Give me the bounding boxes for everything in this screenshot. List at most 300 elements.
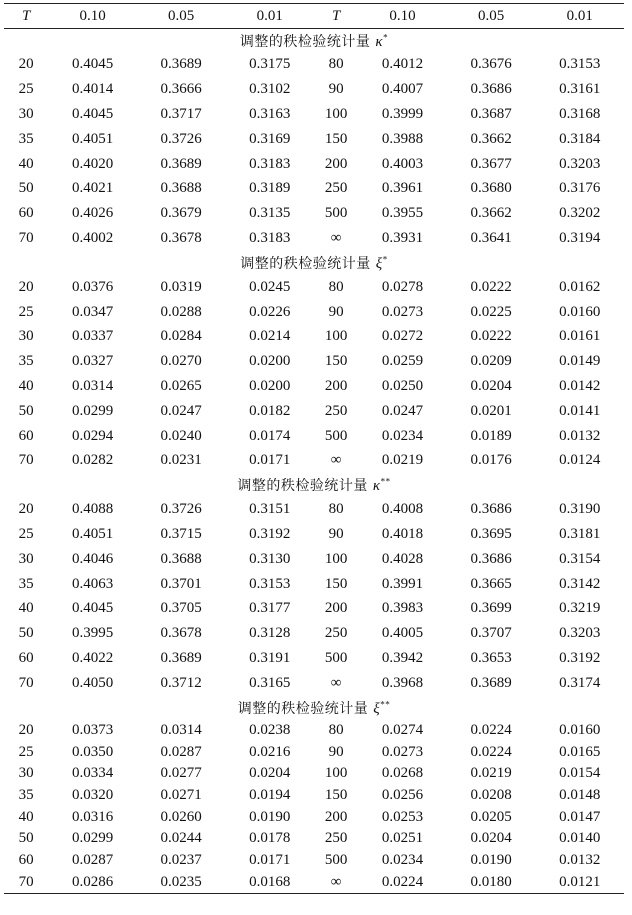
cell-t-right: ∞ [330, 674, 342, 691]
cell-p010-right: 0.0234 [381, 852, 424, 869]
cell-t-right: 500 [324, 205, 348, 222]
cell-t-right: 200 [324, 377, 348, 394]
cell-p010-right: 0.0259 [381, 353, 424, 370]
cell-p010-left: 0.4051 [71, 525, 114, 542]
cell-t-left: 50 [18, 180, 34, 197]
cell-p010-right: 0.3942 [381, 649, 424, 666]
cell-p010-right: 0.4007 [381, 81, 424, 98]
cell-p001-right: 0.3174 [559, 674, 601, 691]
cell-p005-left: 0.3689 [160, 649, 202, 666]
cell-p005-right: 0.3686 [470, 81, 512, 98]
header-sample-size-right: T [314, 4, 358, 29]
table-row [4, 275, 624, 300]
table-row [4, 828, 624, 850]
section-title [4, 29, 624, 53]
cell-p010-left: 0.4002 [71, 229, 114, 246]
cell-p001-right: 0.0140 [559, 830, 601, 847]
cell-p010-right: 0.4012 [381, 56, 424, 73]
cell-p010-left: 0.4045 [71, 105, 114, 122]
cell-p001-right: 0.3203 [559, 625, 601, 642]
table-row [4, 300, 624, 325]
cell-p001-left: 0.3175 [249, 56, 291, 73]
cell-p010-right: 0.0219 [381, 452, 424, 469]
cell-p005-left: 0.3701 [160, 575, 202, 592]
cell-p010-right: 0.0268 [381, 765, 424, 782]
cell-p001-right: 0.3190 [559, 501, 601, 518]
table-section [4, 29, 624, 251]
cell-t-left: 60 [18, 205, 34, 222]
cell-p005-right: 0.0176 [470, 452, 512, 469]
cell-p005-right: 0.0189 [470, 427, 512, 444]
cell-p010-right: 0.4028 [381, 550, 424, 567]
table-row [4, 871, 624, 893]
cell-p005-left: 0.0260 [160, 808, 202, 825]
cell-t-right: 500 [324, 427, 348, 444]
cell-t-right: ∞ [330, 452, 342, 469]
table-row [4, 349, 624, 374]
cell-t-right: 250 [324, 625, 348, 642]
cell-p010-left: 0.4022 [71, 649, 114, 666]
cell-p001-left: 0.0168 [225, 871, 314, 893]
cell-t-right: 150 [324, 130, 348, 147]
table-row [4, 806, 624, 828]
cell-p010-left: 0.0350 [71, 743, 114, 760]
cell-p001-left: 0.0216 [249, 743, 291, 760]
cell-p010-left: 0.3995 [71, 625, 114, 642]
cell-p010-left: 0.0376 [71, 278, 114, 295]
cell-p001-left: 0.3165 [249, 674, 291, 691]
cell-p010-left: 0.0373 [71, 721, 114, 738]
cell-p001-left: 0.0200 [249, 377, 291, 394]
cell-t-left: 35 [18, 130, 34, 147]
cell-p010-right: 0.0256 [381, 787, 424, 804]
cell-p010-left: 0.4050 [71, 674, 114, 691]
cell-p005-left: 0.3689 [160, 56, 202, 73]
cell-p005-right: 0.0190 [470, 852, 512, 869]
cell-p001-right: 0.3176 [559, 180, 601, 197]
cell-p010-left: 0.4021 [71, 180, 114, 197]
cell-p005-left: 0.0237 [160, 852, 202, 869]
statistic-superscript: ** [380, 476, 391, 487]
cell-t-right: 100 [324, 765, 348, 782]
table-row [4, 102, 624, 127]
cell-p005-right: 0.0204 [470, 377, 512, 394]
cell-p001-right: 0.3161 [559, 81, 601, 98]
cell-p005-right: 0.3662 [470, 130, 512, 147]
cell-p001-left: 0.3183 [249, 229, 291, 246]
cell-p005-left: 0.3712 [160, 674, 202, 691]
cell-t-right: 100 [324, 105, 348, 122]
statistic-symbol: ξ [373, 700, 381, 717]
section-title-row [4, 696, 624, 720]
cell-t-right: 90 [328, 743, 344, 760]
cell-p001-left: 0.3151 [249, 501, 291, 518]
cell-t-right: 100 [324, 328, 348, 345]
cell-p010-left: 0.4088 [71, 501, 114, 518]
cell-p010-left: 0.0299 [71, 402, 114, 419]
cell-p001-right: 0.0142 [559, 377, 601, 394]
cell-p001-left: 0.3163 [249, 105, 291, 122]
table-row [4, 152, 624, 177]
cell-p005-right: 0.0224 [470, 743, 512, 760]
cell-p001-right: 0.3202 [559, 205, 601, 222]
cell-t-right: 200 [324, 600, 348, 617]
cell-t-left: 40 [18, 377, 34, 394]
cell-p005-left: 0.3688 [160, 180, 202, 197]
cell-p001-right: 0.3203 [559, 155, 601, 172]
cell-p010-left: 0.0316 [71, 808, 114, 825]
cell-p001-right: 0.3142 [559, 575, 601, 592]
cell-p001-right: 0.0147 [559, 808, 601, 825]
cell-p001-left: 0.0245 [249, 278, 291, 295]
cell-t-left: 30 [18, 550, 34, 567]
cell-p005-right: 0.3695 [470, 525, 512, 542]
cell-p001-right: 0.3154 [559, 550, 601, 567]
header-level-010-right: 0.10 [358, 4, 447, 29]
cell-p010-right: 0.0250 [381, 377, 424, 394]
cell-p005-left: 0.0247 [160, 402, 202, 419]
cell-p001-left: 0.0182 [249, 402, 291, 419]
statistic-superscript: * [383, 32, 389, 43]
cell-p010-right: 0.3999 [381, 105, 424, 122]
cell-t-right: 90 [328, 81, 344, 98]
cell-p005-left: 0.0235 [137, 871, 226, 893]
cell-p010-left: 0.0282 [71, 452, 114, 469]
cell-t-left: 20 [18, 501, 34, 518]
table-row [4, 226, 624, 251]
cell-p005-left: 0.3705 [160, 600, 202, 617]
statistic-symbol: κ [375, 33, 384, 50]
cell-t-left: 30 [18, 765, 34, 782]
cell-p005-left: 0.3688 [160, 550, 202, 567]
cell-p001-right: 0.0141 [559, 402, 601, 419]
cell-p010-right: 0.0278 [381, 278, 424, 295]
cell-p005-right: 0.0222 [470, 328, 512, 345]
cell-p001-left: 0.0171 [249, 852, 291, 869]
cell-p010-left: 0.0299 [71, 830, 114, 847]
section-title-row [4, 29, 624, 53]
table-row [4, 596, 624, 621]
cell-p010-right: 0.0234 [381, 427, 424, 444]
cell-p001-right: 0.3181 [559, 525, 601, 542]
cell-p005-right: 0.3687 [470, 105, 512, 122]
cell-t-right: 250 [324, 830, 348, 847]
cell-t-right: 80 [328, 721, 344, 738]
cell-p010-left: 0.4020 [71, 155, 114, 172]
critical-values-table [4, 3, 624, 894]
cell-p005-right: 0.0208 [470, 787, 512, 804]
cell-t-left: 40 [18, 600, 34, 617]
cell-p001-left: 0.0194 [249, 787, 291, 804]
cell-p005-right: 0.3662 [470, 205, 512, 222]
table-row [4, 547, 624, 572]
section-title-row [4, 251, 624, 275]
cell-p010-right: 0.0224 [358, 871, 447, 893]
table-row [4, 201, 624, 226]
cell-t-left: 40 [18, 155, 34, 172]
table-row [4, 741, 624, 763]
cell-p001-left: 0.0200 [249, 353, 291, 370]
header-sample-size-left: T [4, 4, 48, 29]
cell-p010-right: 0.3931 [381, 229, 424, 246]
cell-p005-left: 0.0244 [160, 830, 202, 847]
section-title-text: 调整的秩检验统计量 [239, 33, 371, 50]
table-row [4, 53, 624, 78]
cell-p001-left: 0.0204 [249, 765, 291, 782]
cell-p001-left: 0.3191 [249, 649, 291, 666]
cell-p005-right: 0.3686 [470, 550, 512, 567]
cell-t-right: 90 [328, 303, 344, 320]
cell-p010-left: 0.0334 [71, 765, 114, 782]
cell-t-right: 150 [324, 575, 348, 592]
cell-p010-right: 0.0253 [381, 808, 424, 825]
cell-t-left: 20 [18, 721, 34, 738]
cell-t-right: 200 [324, 155, 348, 172]
table-section [4, 473, 624, 695]
cell-p001-right: 0.0132 [559, 852, 601, 869]
cell-p001-right: 0.0132 [559, 427, 601, 444]
cell-p001-right: 0.0160 [559, 303, 601, 320]
cell-p001-left: 0.3102 [249, 81, 291, 98]
cell-p010-right: 0.4005 [381, 625, 424, 642]
cell-p001-right: 0.0148 [559, 787, 601, 804]
header-level-005-left: 0.05 [137, 4, 226, 29]
cell-t-left: 25 [18, 525, 34, 542]
cell-t-left: 60 [18, 427, 34, 444]
section-title [4, 251, 624, 275]
cell-t-left: 25 [18, 303, 34, 320]
cell-t-left: 70 [18, 229, 34, 246]
cell-p001-right: 0.0149 [559, 353, 601, 370]
cell-p001-right: 0.3184 [559, 130, 601, 147]
cell-p001-left: 0.3169 [249, 130, 291, 147]
cell-p010-left: 0.4051 [71, 130, 114, 147]
cell-p005-left: 0.3715 [160, 525, 202, 542]
table-row [4, 671, 624, 696]
cell-p005-left: 0.0277 [160, 765, 202, 782]
cell-p005-left: 0.0240 [160, 427, 202, 444]
cell-t-right: 80 [328, 278, 344, 295]
cell-t-left: 30 [18, 328, 34, 345]
cell-p001-left: 0.3177 [249, 600, 291, 617]
statistic-superscript: * [382, 254, 388, 265]
cell-p005-left: 0.3717 [160, 105, 202, 122]
cell-p005-left: 0.0319 [160, 278, 202, 295]
cell-p010-right: 0.0273 [381, 743, 424, 760]
cell-p005-left: 0.0270 [160, 353, 202, 370]
cell-p001-left: 0.0178 [249, 830, 291, 847]
cell-p001-left: 0.0171 [249, 452, 291, 469]
section-title-text: 调整的秩检验统计量 [237, 700, 369, 717]
cell-t-left: 20 [18, 278, 34, 295]
cell-p010-right: 0.0274 [381, 721, 424, 738]
header-row [4, 4, 624, 29]
cell-p005-left: 0.3678 [160, 229, 202, 246]
table-row [4, 127, 624, 152]
cell-p001-right: 0.0165 [559, 743, 601, 760]
cell-p005-left: 0.0314 [160, 721, 202, 738]
table-row [4, 572, 624, 597]
cell-p001-right: 0.0161 [559, 328, 601, 345]
cell-p001-right: 0.3168 [559, 105, 601, 122]
table-header [4, 4, 624, 29]
table-row [4, 448, 624, 473]
table-row [4, 374, 624, 399]
cell-p005-left: 0.3726 [160, 130, 202, 147]
cell-t-left: 35 [18, 787, 34, 804]
table-row [4, 497, 624, 522]
cell-t-right: 250 [324, 180, 348, 197]
cell-t-left: 30 [18, 105, 34, 122]
cell-p010-right: 0.0273 [381, 303, 424, 320]
cell-p010-left: 0.0337 [71, 328, 114, 345]
section-title [4, 473, 624, 497]
cell-p005-right: 0.0180 [447, 871, 536, 893]
cell-p005-left: 0.3726 [160, 501, 202, 518]
cell-p005-right: 0.0209 [470, 353, 512, 370]
section-title-text: 调整的秩检验统计量 [237, 478, 368, 495]
cell-p005-right: 0.0224 [470, 721, 512, 738]
cell-p010-right: 0.3991 [381, 575, 424, 592]
cell-t-right: 500 [324, 852, 348, 869]
cell-p005-left: 0.0231 [160, 452, 202, 469]
table-row [4, 176, 624, 201]
cell-t-left: 50 [18, 830, 34, 847]
cell-t-left: 50 [18, 625, 34, 642]
cell-p005-left: 0.0288 [160, 303, 202, 320]
section-title-row [4, 473, 624, 497]
cell-p005-right: 0.0201 [470, 402, 512, 419]
cell-p010-left: 0.0294 [71, 427, 114, 444]
cell-t-left: 20 [18, 56, 34, 73]
cell-t-right: 250 [324, 402, 348, 419]
cell-t-left: 50 [18, 402, 34, 419]
cell-p010-right: 0.4008 [381, 501, 424, 518]
cell-p010-left: 0.0327 [71, 353, 114, 370]
cell-p005-right: 0.3699 [470, 600, 512, 617]
cell-p005-right: 0.3653 [470, 649, 512, 666]
section-title-text: 调整的秩检验统计量 [240, 255, 371, 272]
cell-p005-right: 0.0205 [470, 808, 512, 825]
statistic-symbol: ξ [375, 255, 383, 272]
cell-p010-right: 0.3955 [381, 205, 424, 222]
cell-p001-left: 0.0238 [249, 721, 291, 738]
table-row [4, 763, 624, 785]
cell-p010-left: 0.4046 [71, 550, 114, 567]
table-row [4, 646, 624, 671]
statistic-symbol: κ [372, 478, 381, 495]
cell-p010-left: 0.0320 [71, 787, 114, 804]
table-section [4, 696, 624, 894]
cell-p010-right: 0.3983 [381, 600, 424, 617]
cell-t-left: 25 [18, 81, 34, 98]
cell-p005-left: 0.0265 [160, 377, 202, 394]
cell-p005-right: 0.0204 [470, 830, 512, 847]
header-level-005-right: 0.05 [447, 4, 536, 29]
cell-t-right: 80 [328, 501, 344, 518]
table-row [4, 77, 624, 102]
cell-t-left: 35 [18, 353, 34, 370]
cell-p010-left: 0.4063 [71, 575, 114, 592]
cell-p010-left: 0.0286 [48, 871, 137, 893]
cell-p005-right: 0.3689 [470, 674, 512, 691]
cell-p001-right: 0.0160 [559, 721, 601, 738]
cell-t-left: 70 [4, 871, 48, 893]
cell-p010-left: 0.4026 [71, 205, 114, 222]
cell-p001-left: 0.3128 [249, 625, 291, 642]
cell-p001-left: 0.3189 [249, 180, 291, 197]
cell-p010-right: 0.0272 [381, 328, 424, 345]
cell-p005-right: 0.3665 [470, 575, 512, 592]
cell-t-left: 60 [18, 852, 34, 869]
cell-p005-left: 0.3666 [160, 81, 202, 98]
cell-p010-right: 0.3968 [381, 674, 424, 691]
cell-p001-right: 0.0154 [559, 765, 601, 782]
cell-p001-left: 0.3183 [249, 155, 291, 172]
table-row [4, 850, 624, 872]
cell-p001-left: 0.3153 [249, 575, 291, 592]
cell-p001-left: 0.0214 [249, 328, 291, 345]
cell-p001-right: 0.3194 [559, 229, 601, 246]
cell-p001-left: 0.3130 [249, 550, 291, 567]
cell-p005-left: 0.3679 [160, 205, 202, 222]
cell-t-right: 150 [324, 353, 348, 370]
cell-p010-right: 0.0251 [381, 830, 424, 847]
cell-p001-left: 0.0226 [249, 303, 291, 320]
cell-p010-right: 0.0247 [381, 402, 424, 419]
cell-p005-right: 0.0225 [470, 303, 512, 320]
cell-p001-right: 0.3153 [559, 56, 601, 73]
cell-p010-right: 0.4003 [381, 155, 424, 172]
cell-t-left: 40 [18, 808, 34, 825]
cell-t-right: 80 [328, 56, 344, 73]
cell-t-left: 60 [18, 649, 34, 666]
cell-p010-right: 0.3988 [381, 130, 424, 147]
cell-p005-right: 0.3680 [470, 180, 512, 197]
cell-p005-left: 0.3689 [160, 155, 202, 172]
cell-p010-left: 0.0347 [71, 303, 114, 320]
cell-p005-right: 0.3676 [470, 56, 512, 73]
cell-p010-left: 0.4045 [71, 600, 114, 617]
cell-p005-left: 0.0271 [160, 787, 202, 804]
cell-p001-left: 0.3135 [249, 205, 291, 222]
header-level-001-left: 0.01 [225, 4, 314, 29]
cell-p005-left: 0.0287 [160, 743, 202, 760]
cell-p005-right: 0.3677 [470, 155, 512, 172]
cell-p001-right: 0.0124 [559, 452, 601, 469]
cell-p001-right: 0.3219 [559, 600, 601, 617]
table-row [4, 522, 624, 547]
table-section [4, 251, 624, 473]
cell-p005-right: 0.3641 [470, 229, 512, 246]
header-level-001-right: 0.01 [535, 4, 624, 29]
header-level-010-left: 0.10 [48, 4, 137, 29]
cell-p001-left: 0.0174 [249, 427, 291, 444]
table-row [4, 720, 624, 742]
cell-p001-left: 0.3192 [249, 525, 291, 542]
cell-p010-right: 0.4018 [381, 525, 424, 542]
cell-t-right: 200 [324, 808, 348, 825]
table-row [4, 399, 624, 424]
cell-p001-left: 0.0190 [249, 808, 291, 825]
cell-t-right: 100 [324, 550, 348, 567]
cell-p005-right: 0.0219 [470, 765, 512, 782]
cell-p010-left: 0.4014 [71, 81, 114, 98]
cell-p001-right: 0.3192 [559, 649, 601, 666]
cell-p005-right: 0.3707 [470, 625, 512, 642]
cell-p010-left: 0.4045 [71, 56, 114, 73]
cell-p005-left: 0.3678 [160, 625, 202, 642]
